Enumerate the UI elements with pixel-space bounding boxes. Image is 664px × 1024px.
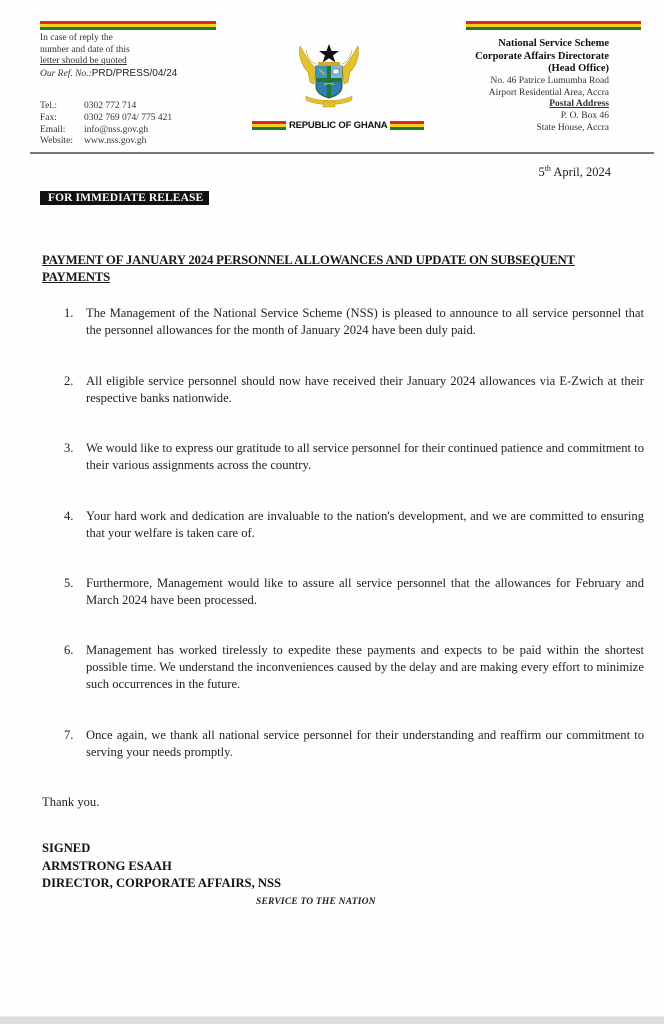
reply-note-line: In case of reply the <box>40 33 113 43</box>
signatory-name: ARMSTRONG ESAAH <box>42 858 172 873</box>
motto: SERVICE TO THE NATION <box>256 897 376 907</box>
organization-address <box>475 38 609 135</box>
mini-flag-stripe <box>252 121 286 130</box>
list-item: 6. Management has worked tirelessly to expedite these payments and expects to be paid within the shortest possible time. We understand the inconveniences caused by the delay and are making every effort to minimize such occurrences in the future. <box>64 643 644 691</box>
org-name: National Service Scheme <box>498 38 609 49</box>
reply-note-line: number and date of this <box>40 44 130 55</box>
office: (Head Office) <box>548 63 609 75</box>
document-date: 5th April, 2024 <box>538 164 611 180</box>
country-name: REPUBLIC OF GHANA <box>289 120 388 131</box>
list-item: 2. All eligible service personnel should now have received their January 2024 allowances via E-Zwich at their respective banks nationwide. <box>64 374 644 405</box>
postal-line: P. O. Box 46 <box>560 111 609 122</box>
list-item: 3. We would like to express our gratitude to all service personnel for their continued patience and commitment to their various assignments across the country. <box>64 441 644 472</box>
republic-of-ghana-label <box>252 120 424 131</box>
ref-label: Our Ref. No.: <box>40 68 92 79</box>
flag-stripe-left <box>40 21 216 30</box>
ghana-coat-of-arms-icon <box>296 38 362 108</box>
release-label: FOR IMMEDIATE RELEASE <box>40 191 209 205</box>
signatory-title: DIRECTOR, CORPORATE AFFAIRS, NSS <box>42 876 281 890</box>
list-item: 7. Once again, we thank all national service personnel for their understanding and reaffirm our commitment to serving your needs promptly. <box>64 728 644 759</box>
ref-value: PRD/PRESS/04/24 <box>91 67 178 79</box>
contact-email: Email: info@nss.gov.gh <box>40 124 149 135</box>
document-title: PAYMENT OF JANUARY 2024 PERSONNEL ALLOWANCES AND UPDATE ON SUBSEQUENT PAYMENTS <box>42 253 575 284</box>
signed-label: SIGNED <box>42 841 91 855</box>
closing-text: Thank you. <box>42 795 100 809</box>
postal-heading: Postal Address <box>549 99 609 110</box>
list-item: 1. The Management of the National Service Scheme (NSS) is pleased to announce to all service personnel that the personnel allowances for the month of January 2024 have been duly paid. <box>64 306 644 337</box>
reply-note-line: letter should be quoted <box>40 56 127 67</box>
reference-number <box>40 68 177 81</box>
directorate: Corporate Affairs Directorate <box>475 50 609 62</box>
contact-details <box>40 101 172 148</box>
address-line: No. 46 Patrice Lumumba Road <box>490 75 609 86</box>
mini-flag-stripe <box>390 121 424 130</box>
header-divider <box>30 152 654 154</box>
postal-line: State House, Accra <box>536 122 609 133</box>
flag-stripe-right <box>466 21 641 30</box>
contact-website: Website: www.nss.gov.gh <box>40 136 147 147</box>
list-item: 4. Your hard work and dedication are invaluable to the nation's development, and we are committed to ensuring that your welfare is taken care of. <box>64 509 644 540</box>
contact-fax: Fax: 0302 769 074/ 775 421 <box>40 112 173 123</box>
signature-block <box>42 840 281 893</box>
contact-tel: Tel.: 0302 772 714 <box>40 101 137 111</box>
viewer-bottom-edge <box>0 1016 664 1024</box>
reply-note <box>40 33 177 80</box>
list-item: 5. Furthermore, Management would like to assure all service personnel that the allowances for February and March 2024 have been processed. <box>64 576 644 607</box>
address-line: Airport Residential Area, Accra <box>488 87 609 98</box>
